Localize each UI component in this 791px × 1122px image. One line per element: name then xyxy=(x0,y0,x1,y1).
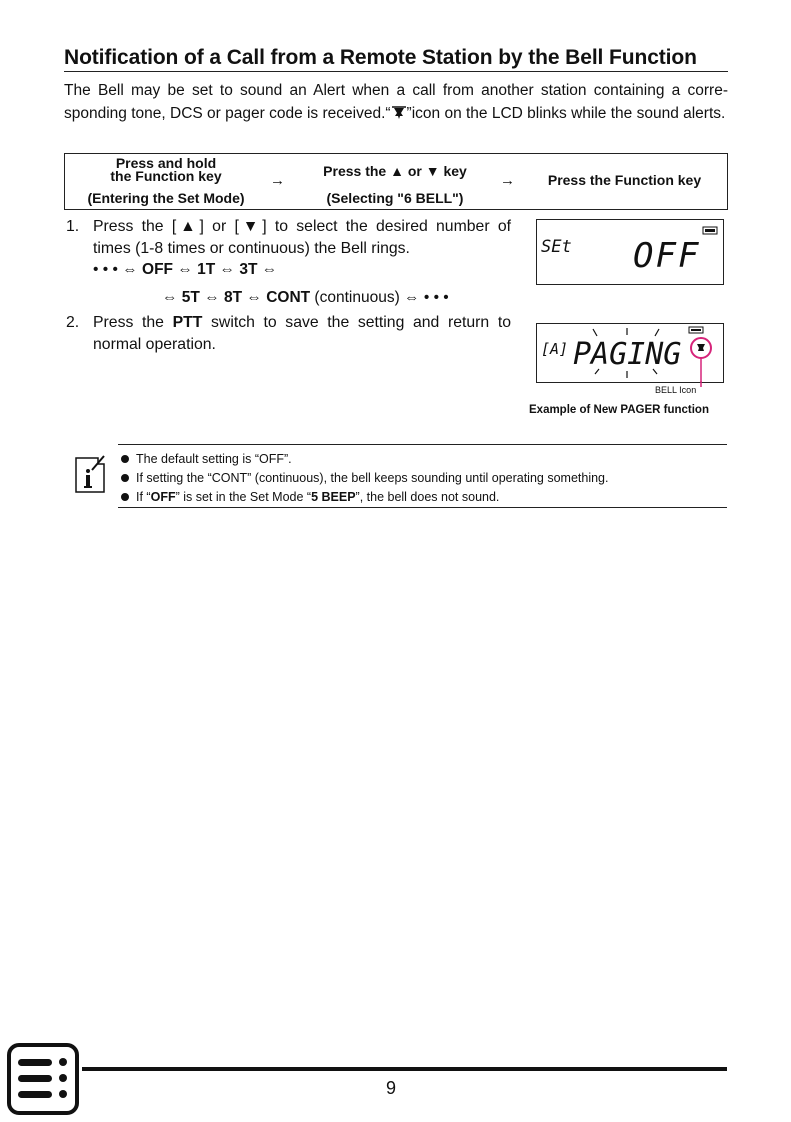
item1-number: 1. xyxy=(66,218,80,235)
step3-line1: Press the Function key xyxy=(547,172,702,188)
arrow-right-icon: → xyxy=(270,172,285,189)
item2-pre: Press the xyxy=(93,314,173,331)
note-item-3 xyxy=(118,489,499,505)
step1-line3: (Entering the Set Mode) xyxy=(87,190,245,206)
page-number: 9 xyxy=(386,1078,397,1098)
seq2-plain: (continuous) ⇔ xyxy=(310,289,424,306)
bell-sequence-line2 xyxy=(162,289,449,307)
note3-off: OFF xyxy=(150,490,176,504)
note-divider-bottom xyxy=(118,507,727,508)
bell-icon xyxy=(697,344,705,351)
note3-beep: 5 BEEP xyxy=(311,490,356,504)
bullet-icon xyxy=(121,474,129,482)
info-note-icon xyxy=(74,454,108,494)
seq2-tail: • • • xyxy=(423,289,449,306)
step2-line1: Press the ▲ or ▼ key xyxy=(323,163,467,179)
lcd-paging-display xyxy=(536,323,724,383)
bell-icon xyxy=(391,106,407,120)
note-divider-top xyxy=(118,444,727,445)
note1-text: The default setting is “OFF”. xyxy=(136,452,292,466)
step1-line2: the Function key xyxy=(110,168,222,184)
item2-number: 2. xyxy=(66,314,80,331)
item2-line1 xyxy=(93,312,511,334)
bell-sequence-line1 xyxy=(93,261,277,279)
lcd-paging-left: [A] xyxy=(541,340,569,358)
lcd-paging-main: PAGING xyxy=(573,337,682,372)
item1-line1: Press the [▲] or [▼] to select the desired number of xyxy=(93,218,511,235)
seq2-values: ⇔ 5T ⇔ 8T ⇔ CONT xyxy=(162,289,311,306)
bullet-icon xyxy=(121,493,129,501)
menu-icon[interactable] xyxy=(6,1042,80,1116)
procedure-table xyxy=(64,153,728,210)
page-title: Notification of a Call from a Remote Station by the Bell Function xyxy=(64,46,728,72)
lcd-left-text: SEt xyxy=(541,237,572,257)
bullet-icon xyxy=(121,455,129,463)
intro-text-part2: ”icon on the LCD blinks while the sound alerts. xyxy=(406,105,726,122)
note3-e: ”, the bell does not sound. xyxy=(355,490,500,504)
example-caption: Example of New PAGER function xyxy=(529,404,709,416)
seq1-lead: • • • ⇔ xyxy=(93,261,143,278)
seq1-values: OFF ⇔ 1T ⇔ 3T ⇔ xyxy=(142,261,278,278)
lcd-set-display xyxy=(536,219,724,285)
item1-line2: times (1-8 times or continuous) the Bell rings. xyxy=(93,240,410,257)
item2-ptt: PTT xyxy=(172,314,203,331)
note3-c: ” is set in the Set Mode “ xyxy=(175,490,312,504)
lcd-right-text: OFF xyxy=(633,236,701,276)
note-item-2 xyxy=(118,470,608,486)
note2-text: If setting the “CONT” (continuous), the bell keeps sounding until operating something. xyxy=(136,471,609,485)
arrow-right-icon: → xyxy=(500,172,515,189)
item2-line2: normal operation. xyxy=(93,336,216,353)
step1-line1: Press and hold xyxy=(115,155,217,171)
intro-paragraph xyxy=(64,79,728,125)
bell-icon-caption: BELL Icon xyxy=(655,385,697,395)
note-item-1 xyxy=(118,451,292,467)
intro-text-part1: The Bell may be set to sound an Alert when a call from another station containing a corre-sponding tone, DCS or pager code is received.“ xyxy=(64,82,728,122)
note3-a: If “ xyxy=(136,490,151,504)
footer-rule xyxy=(82,1067,727,1071)
step2-line2: (Selecting "6 BELL") xyxy=(326,190,464,206)
item2-post: switch to save the setting and return to xyxy=(202,314,511,331)
